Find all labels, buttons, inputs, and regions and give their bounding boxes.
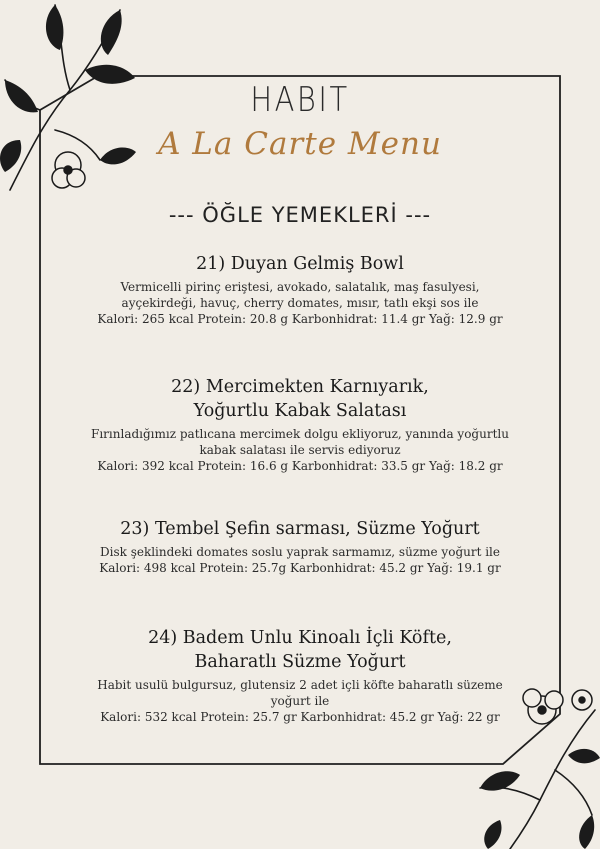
item-description: Fırınladığımız patlıcana mercimek dolgu ekliyoruz, yanında yoğurtlu (91, 427, 509, 441)
item-nutrition: Kalori: 265 kcal Protein: 20.8 g Karbonhidrat: 11.4 gr Yağ: 12.9 gr (97, 312, 503, 326)
item-description: kabak salatası ile servis ediyoruz (199, 443, 401, 457)
item-description: Habit usulü bulgursuz, glutensiz 2 adet içli köfte baharatlı süzeme (97, 678, 503, 692)
item-title: 21) Duyan Gelmiş Bowl (196, 254, 404, 274)
menu-subtitle: A La Carte Menu (158, 126, 442, 162)
item-nutrition: Kalori: 532 kcal Protein: 25.7 gr Karbonhidrat: 45.2 gr Yağ: 22 gr (100, 710, 500, 724)
item-title: 24) Badem Unlu Kinoalı İçli Köfte, (148, 628, 452, 648)
item-description: Disk şeklindeki domates soslu yaprak sarmamız, süzme yoğurt ile (99, 545, 500, 559)
item-title: Yoğurtlu Kabak Salatası (193, 401, 407, 421)
section-title: --- ÖĞLE YEMEKLERİ --- (168, 203, 432, 227)
brand-logo: HABIT (250, 80, 350, 120)
item-title: 22) Mercimekten Karnıyarık, (171, 377, 429, 397)
item-description: Vermicelli pirinç erişte​si, avokado, salatalık, maş fasulyesi, (120, 280, 480, 294)
item-nutrition: Kalori: 498 kcal Protein: 25.7g Karbonhidrat: 45.2 gr Yağ: 19.1 gr (99, 561, 501, 575)
menu-item (60, 375, 540, 474)
menu-item (60, 517, 540, 576)
menu-item (60, 252, 540, 327)
item-description: yoğurt ile (270, 694, 330, 708)
item-title: 23) Tembel Şefin sarması, Süzme Yoğurt (120, 519, 480, 539)
menu-item (60, 626, 540, 725)
item-nutrition: Kalori: 392 kcal Protein: 16.6 g Karbonhidrat: 33.5 gr Yağ: 18.2 gr (97, 459, 503, 473)
item-description: ayçekirdeği, havuç, cherry domates, mısır, tatlı ekşi sos ile (121, 296, 479, 310)
item-title: Baharatlı Süzme Yoğurt (194, 652, 406, 672)
